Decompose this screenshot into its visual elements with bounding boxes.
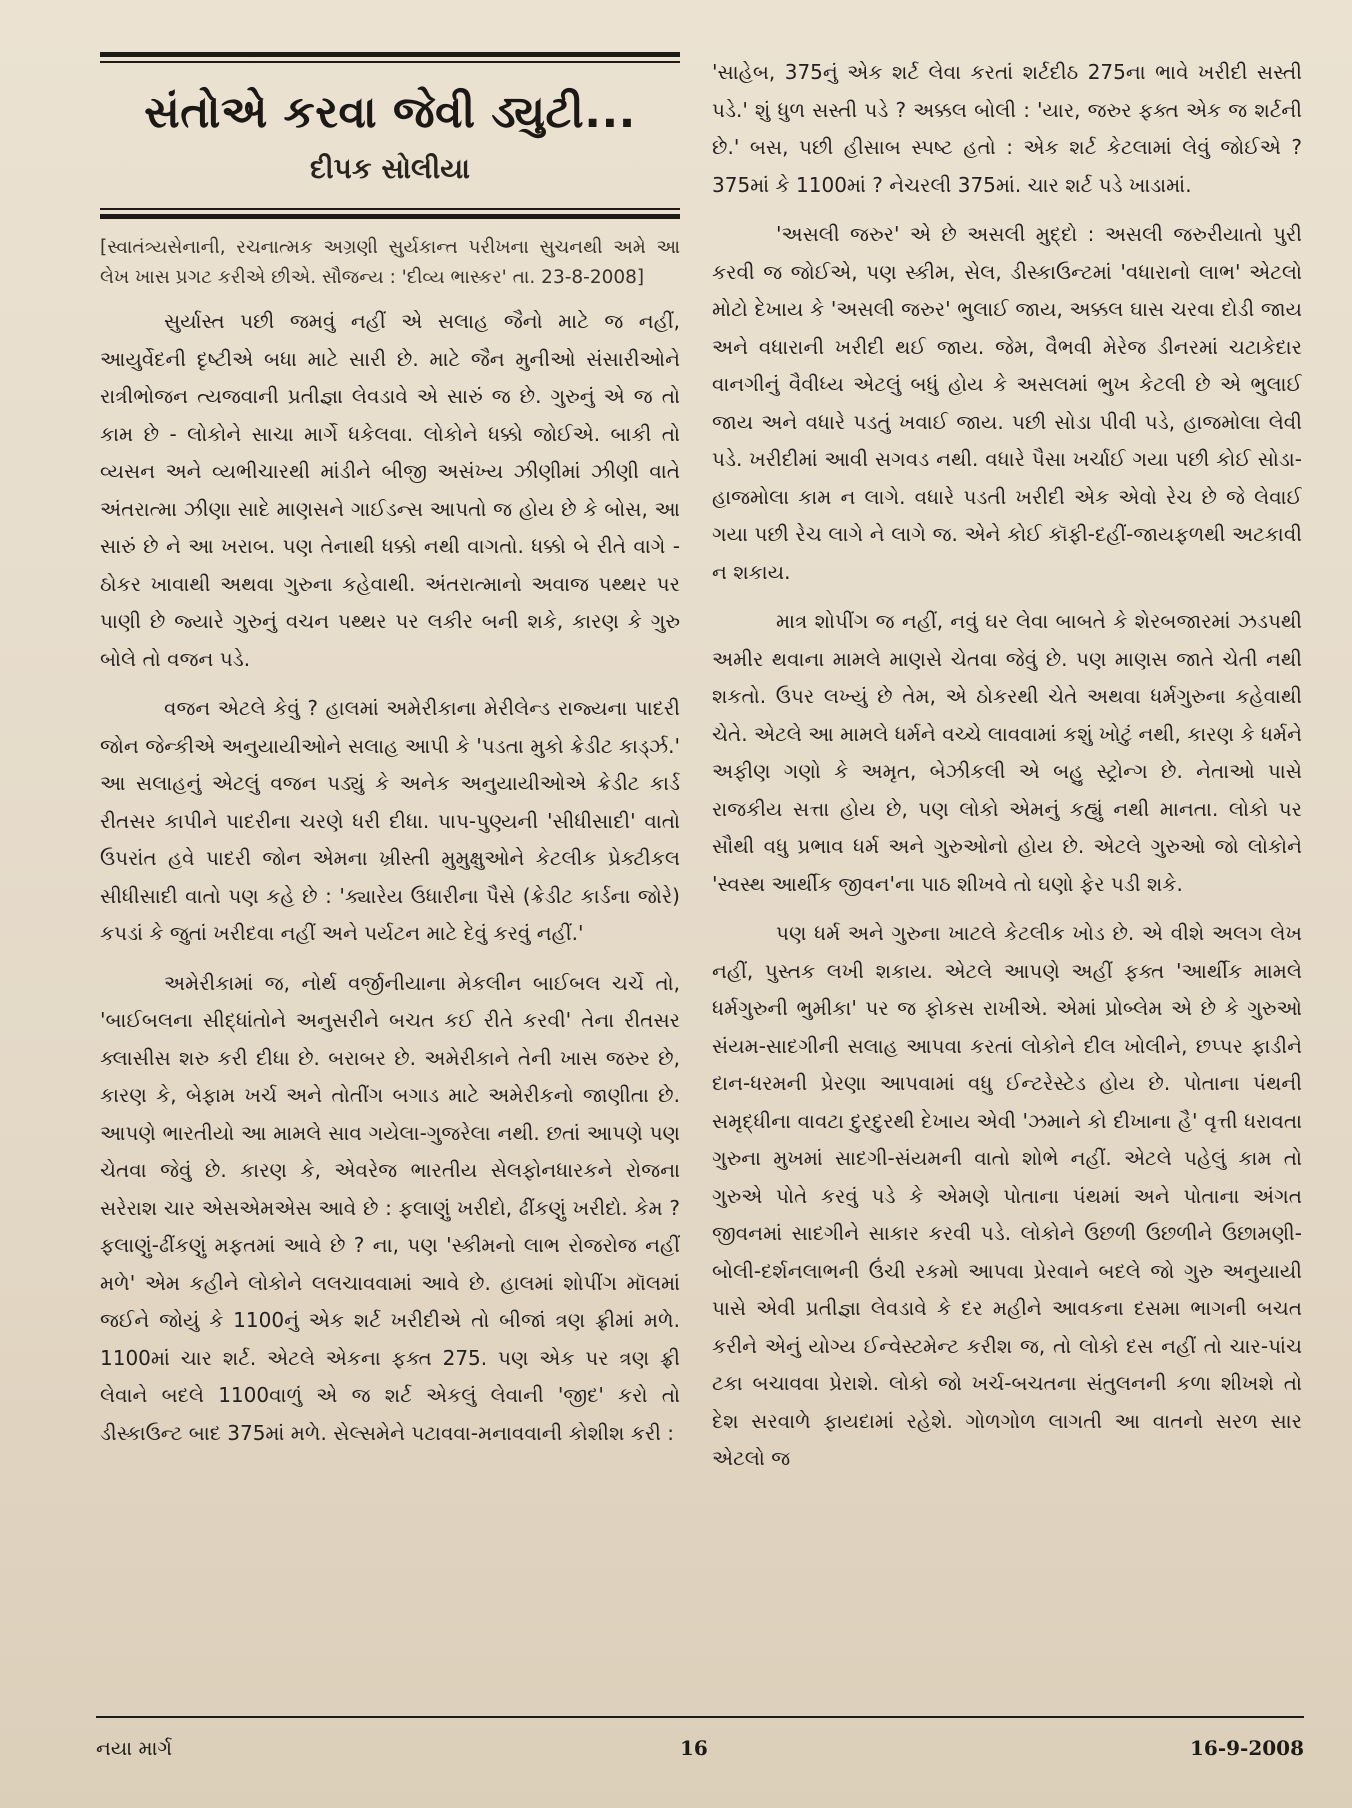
article-author: દીપક સોલીયા <box>310 152 470 185</box>
paragraph: પણ ધર્મ અને ગુરુના ખાટલે કેટલીક ખોડ છે. એ વીશે અલગ લેખ નહીં, પુસ્તક લખી શકાય. એટલે આપણે અહીં ફક્ત 'આર્થીક મામલે ધર્મગુરુની ભુમીકા' પર જ ફોકસ રાખીએ. એમાં પ્રોબ્લેમ એ છે કે ગુરુઓ સંયમ-સાદગીની સલાહ આપવા કરતાં લોકોને દીલ ખોલીને, છપ્પર ફાડીને દાન-ધરમની પ્રેરણા આપવામાં વધુ ઈન્ટરેસ્ટેડ હોય છે. પોતાના પંથની સમૃદ્ધીના વાવટા દુરદુરથી દેખાય એવી 'ઝમાને કો દીખાના હૈ' વૃત્તી ધરાવતા ગુરુના મુખમાં સાદગી-સંયમની વાતો શોભે નહીં. એટલે પહેલું કામ તો ગુરુએ પોતે કરવું પડે કે એમણે પોતાના પંથમાં અને પોતાના અંગત જીવનમાં સાદગીને સાકાર કરવી પડે. લોકોને ઉછળી ઉછળીને ઉછામણી-બોલી-દર્શનલાભની ઉંચી રકમો આપવા પ્રેરવાને બદલે જો ગુરુ અનુયાયી પાસે એવી પ્રતીજ્ઞા લેવડાવે કે દર મહીને આવકના દસમા ભાગની બચત કરીને એનું યોગ્ય ઈન્વેસ્ટમેન્ટ કરીશ જ, તો લોકો દસ નહીં તો ચાર-પાંચ ટકા બચાવવા પ્રેરાશે. લોકો જો ખર્ચ-બચતના સંતુલનની કળા શીખશે તો દેશ સરવાળે ફાયદામાં રહેશે. ગોળગોળ લાગતી આ વાતનો સરળ સાર એટલો જ <box>712 921 1302 1470</box>
paragraph: વજન એટલે કેવું ? હાલમાં અમેરીકાના મેરીલેન્ડ રાજ્યના પાદરી જોન જેન્કીએ અનુયાયીઓને સલાહ આપી કે 'પડતા મુકો ક્રેડીટ કાર્ડ્ઝ.' આ સલાહનું એટલું વજન પડ્યું કે અનેક અનુયાયીઓએ ક્રેડીટ કાર્ડ રીતસર કાપીને પાદરીના ચરણે ધરી દીધા. પાપ-પુણ્યની 'સીધીસાદી' વાતો ઉપરાંત હવે પાદરી જોન એમના ખ્રીસ્તી મુમુક્ષુઓને કેટલીક પ્રેક્ટીકલ સીધીસાદી વાતો પણ કહે છે : 'ક્યારેય ઉધારીના પૈસે (ક્રેડીટ કાર્ડના જોરે) કપડાં કે જુતાં ખરીદવા નહીં અને પર્યટન માટે દેવું કરવું નહીં.' <box>100 696 680 945</box>
author-rule-bottom <box>100 214 680 219</box>
paragraph: 'સાહેબ, 375નું એક શર્ટ લેવા કરતાં શર્ટદીઠ 275ના ભાવે ખરીદી સસ્તી પડે.' શું ધુળ સસ્તી પડે ? અક્કલ બોલી : 'યાર, જરુર ફક્ત એક જ શર્ટની છે.' બસ, પછી હીસાબ સ્પષ્ટ હતો : એક શર્ટ કેટલામાં લેવું જોઈએ ? 375માં કે 1100માં ? નેચરલી 375માં. ચાર શર્ટ પડે ખાડામાં. <box>712 60 1302 197</box>
paragraph: માત્ર શોપીંગ જ નહીં, નવું ઘર લેવા બાબતે કે શેરબજારમાં ઝડપથી અમીર થવાના મામલે માણસે ચેતવા જેવું છે. પણ માણસ જાતે ચેતી નથી શકતો. ઉપર લખ્યું છે તેમ, એ ઠોકરથી ચેતે અથવા ધર્મગુરુના કહેવાથી ચેતે. એટલે આ મામલે ધર્મને વચ્ચે લાવવામાં કશું ખોટું નથી, કારણ કે ધર્મને અફીણ ગણો કે અમૃત, બેઝીકલી એ બહુ સ્ટ્રોન્ગ છે. નેતાઓ પાસે રાજકીય સત્તા હોય છે, પણ લોકો એમનું કહ્યું નથી માનતા. લોકો પર સૌથી વધુ પ્રભાવ ધર્મ અને ગુરુઓનો હોય છે. એટલે ગુરુઓ જો લોકોને 'સ્વસ્થ આર્થીક જીવન'ના પાઠ શીખવે તો ઘણો ફેર પડી શકે. <box>712 609 1302 896</box>
paragraph: અમેરીકામાં જ, નોર્થ વર્જીનીયાના મેકલીન બાઈબલ ચર્ચે તો, 'બાઈબલના સીદ્ધાંતોને અનુસરીને બચત કઈ રીતે કરવી' તેના રીતસર ક્લાસીસ શરુ કરી દીધા છે. બરાબર છે. અમેરીકાને તેની ખાસ જરુર છે, કારણ કે, બેફામ ખર્ચ અને તોતીંગ બગાડ માટે અમેરીકનો જાણીતા છે. આપણે ભારતીયો આ મામલે સાવ ગયેલા-ગુજરેલા નથી. છતાં આપણે પણ ચેતવા જેવું છે. કારણ કે, એવરેજ ભારતીય સેલફોનધારકને રોજના સરેરાશ ચાર એસએમએસ આવે છે : ફલાણું ખરીદો, ઢીંકણું ખરીદો. કેમ ? ફલાણું-ઢીંકણું મફતમાં આવે છે ? ના, પણ 'સ્કીમનો લાભ રોજરોજ નહીં મળે' એમ કહીને લોકોને લલચાવવામાં આવે છે. હાલમાં શોપીંગ મૉલમાં જઈને જોયું કે 1100નું એક શર્ટ ખરીદીએ તો બીજાં ત્રણ ફ્રીમાં મળે. 1100માં ચાર શર્ટ. એટલે એકના ફક્ત 275. પણ એક પર ત્રણ ફ્રી લેવાને બદલે 1100વાળું એ જ શર્ટ એકલું લેવાની 'જીદ' કરો તો ડીસ્કાઉન્ટ બાદ 375માં મળે. સેલ્સમેને પટાવવા-મનાવવાની કોશીશ કરી : <box>100 970 680 1445</box>
page-footer <box>96 1716 1304 1776</box>
editor-note: [સ્વાતંત્ર્યસેનાની, રચનાત્મક અગ્રણી સુર્યકાન્ત પરીખના સુચનથી અમે આ લેખ ખાસ પ્રગટ કરીએ છીએ. સૌજન્ય : 'દીવ્ય ભાસ્કર' તા. 23-8-2008] <box>100 237 680 288</box>
title-rule-top <box>100 52 680 57</box>
right-column <box>712 54 1302 1716</box>
author-rule-thin <box>100 208 680 210</box>
left-column <box>100 52 680 1716</box>
paragraph: 'અસલી જરુર' એ છે અસલી મુદ્દો : અસલી જરુરીયાતો પુરી કરવી જ જોઈએ, પણ સ્કીમ, સેલ, ડીસ્કાઉન્ટમાં 'વધારાનો લાભ' એટલો મોટો દેખાય કે 'અસલી જરુર' ભુલાઈ જાય, અક્કલ ઘાસ ચરવા દોડી જાય અને વધારાની ખરીદી થઈ જાય. જેમ, વૈભવી મેરેજ ડીનરમાં ચટાકેદાર વાનગીનું વૈવીધ્ય એટલું બધું હોય કે અસલમાં ભુખ કેટલી છે એ ભુલાઈ જાય અને વધારે પડતું ખવાઈ જાય. પછી સોડા પીવી પડે, હાજમોલા લેવી પડે. ખરીદીમાં આવી સગવડ નથી. વધારે પૈસા ખર્ચાઈ ગયા પછી કોઈ સોડા-હાજમોલા કામ ન લાગે. વધારે પડતી ખરીદી એક એવો રેચ છે જે લેવાઈ ગયા પછી રેચ લાગે ને લાગે જ. એને કોઈ કૉફી-દહીં-જાયફળથી અટકાવી ન શકાય. <box>712 222 1302 584</box>
page-number: 16 <box>680 1736 708 1760</box>
issue-date: 16-9-2008 <box>1189 1736 1304 1760</box>
magazine-name: નયા માર્ગ <box>96 1736 173 1760</box>
paragraph: સુર્યાસ્ત પછી જમવું નહીં એ સલાહ જૈનો માટે જ નહીં, આયુર્વેદની દૃષ્ટીએ બધા માટે સારી છે. માટે જૈન મુનીઓ સંસારીઓને રાત્રીભોજન ત્યજવાની પ્રતીજ્ઞા લેવડાવે એ સારું જ છે. ગુરુનું એ જ તો કામ છે - લોકોને સાચા માર્ગે ધકેલવા. લોકોને ધક્કો જોઈએ. બાકી તો વ્યસન અને વ્યભીચારથી માંડીને બીજી અસંખ્ય ઝીણીમાં ઝીણી વાતે અંતરાત્મા ઝીણા સાદે માણસને ગાઈડન્સ આપતો જ હોય છે કે બોસ, આ સારું છે ને આ ખરાબ. પણ તેનાથી ધક્કો નથી વાગતો. ધક્કો બે રીતે વાગે - ઠોકર ખાવાથી અથવા ગુરુના કહેવાથી. અંતરાત્માનો અવાજ પથ્થર પર પાણી છે જ્યારે ગુરુનું વચન પથ્થર પર લકીર બની શકે, કારણ કે ગુરુ બોલે તો વજન પડે. <box>100 309 680 671</box>
article-title: સંતોએ કરવા જેવી ડ્યુટી... <box>144 87 636 138</box>
title-rule-top-thin <box>100 61 680 63</box>
